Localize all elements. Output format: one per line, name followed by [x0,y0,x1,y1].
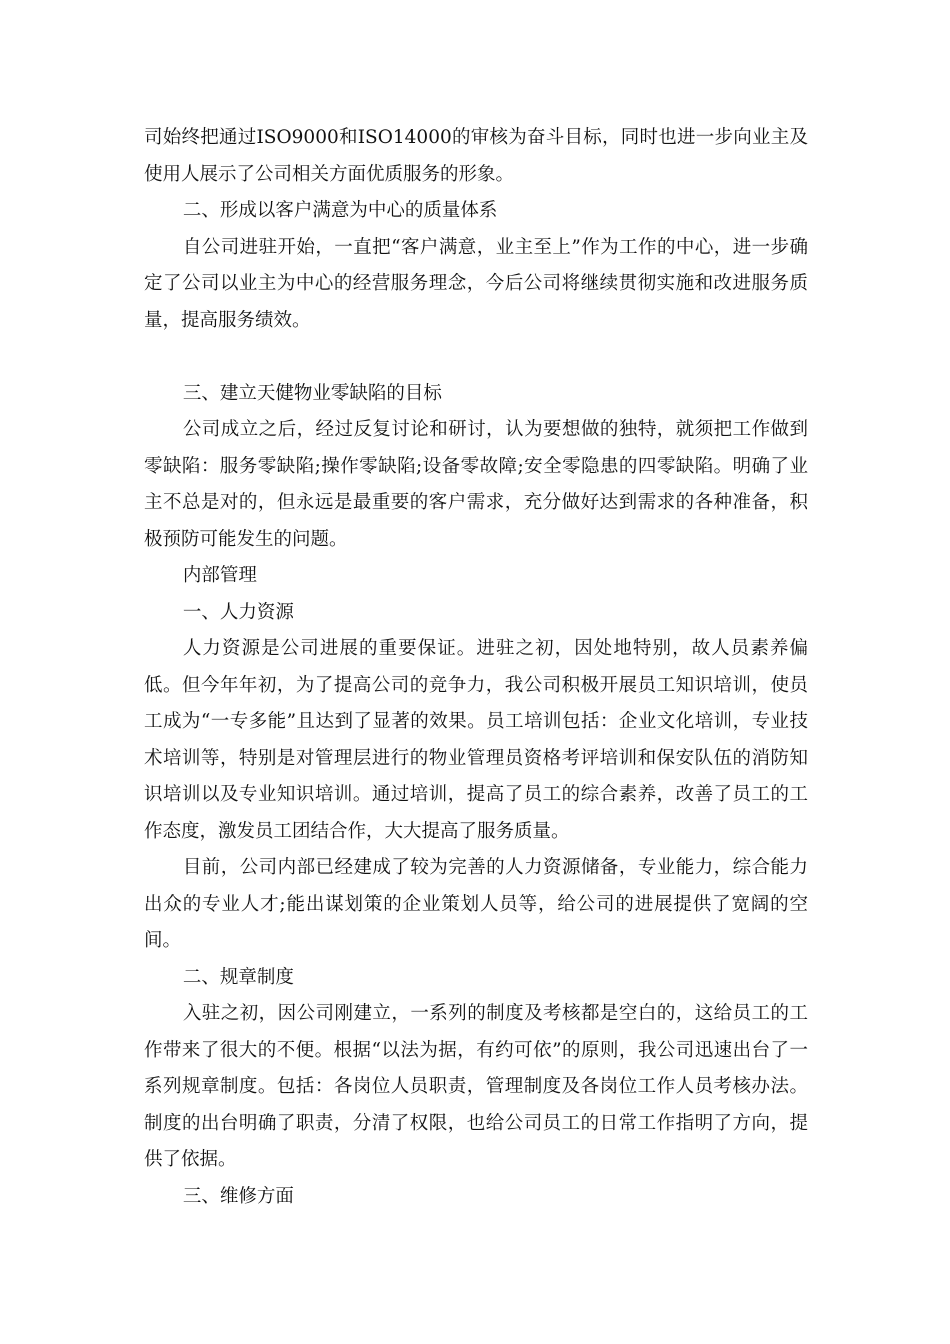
heading-zero-defect: 三、建立天健物业零缺陷的目标 [182,382,442,404]
paragraph-regulations: 入驻之初，因公司刚建立，一系列的制度及考核都是空白的，这给员工的工作带来了很大的不便。根据“以法为据，有约可依”的原则，我公司迅速出台了一系列规章制度。包括：各岗位人员职责，管理制度及各岗位工作人员考核办法。制度的出台明确了职责，分清了权限，也给公司员工的日常工作指明了方向，提供了依据。 [144,1003,808,1170]
paragraph-training: 人力资源是公司进展的重要保证。进驻之初，因处地特别，故人员素养偏低。但今年年初，为了提高公司的竞争力，我公司积极开展员工知识培训，使员工成为“一专多能”且达到了显著的效果。员工培训包括：企业文化培训，专业技术培训等，特别是对管理层进行的物业管理员资格考评培训和保安队伍的消防知识培训以及专业知识培训。通过培训，提高了员工的综合素养，改善了员工的工作态度，激发员工团结合作，大大提高了服务质量。 [144,638,808,842]
heading-regulations: 二、规章制度 [182,966,294,988]
section-internal-management: 内部管理 [182,565,257,586]
paragraph-iso-goal: 司始终把通过ISO9000和ISO14000的审核为奋斗目标，同时也进一步向业主及使用人展示了公司相关方面优质服务的形象。 [144,127,808,185]
heading-maintenance: 三、维修方面 [182,1185,294,1207]
paragraph-customer-satisfaction: 自公司进驻开始，一直把“客户满意，业主至上”作为工作的中心，进一步确定了公司以业主为中心的经营服务理念，今后公司将继续贯彻实施和改进服务质量，提高服务绩效。 [144,236,808,331]
paragraph-hr-reserve: 目前，公司内部已经建成了较为完善的人力资源储备，专业能力，综合能力出众的专业人才;能出谋划策的企业策划人员等，给公司的进展提供了宽阔的空间。 [144,857,808,951]
heading-quality-system: 二、形成以客户满意为中心的质量体系 [182,200,498,221]
document-body [144,120,808,1215]
paragraph-zero-defect: 公司成立之后，经过反复讨论和研讨，认为要想做的独特，就须把工作做到零缺陷：服务零缺陷;操作零缺陷;设备零故障;安全零隐患的四零缺陷。明确了业主不总是对的，但永远是最重要的客户需求，充分做好达到需求的各种准备，积极预防可能发生的问题。 [144,419,808,550]
heading-human-resources: 一、人力资源 [182,601,294,623]
blank-line [144,339,808,376]
